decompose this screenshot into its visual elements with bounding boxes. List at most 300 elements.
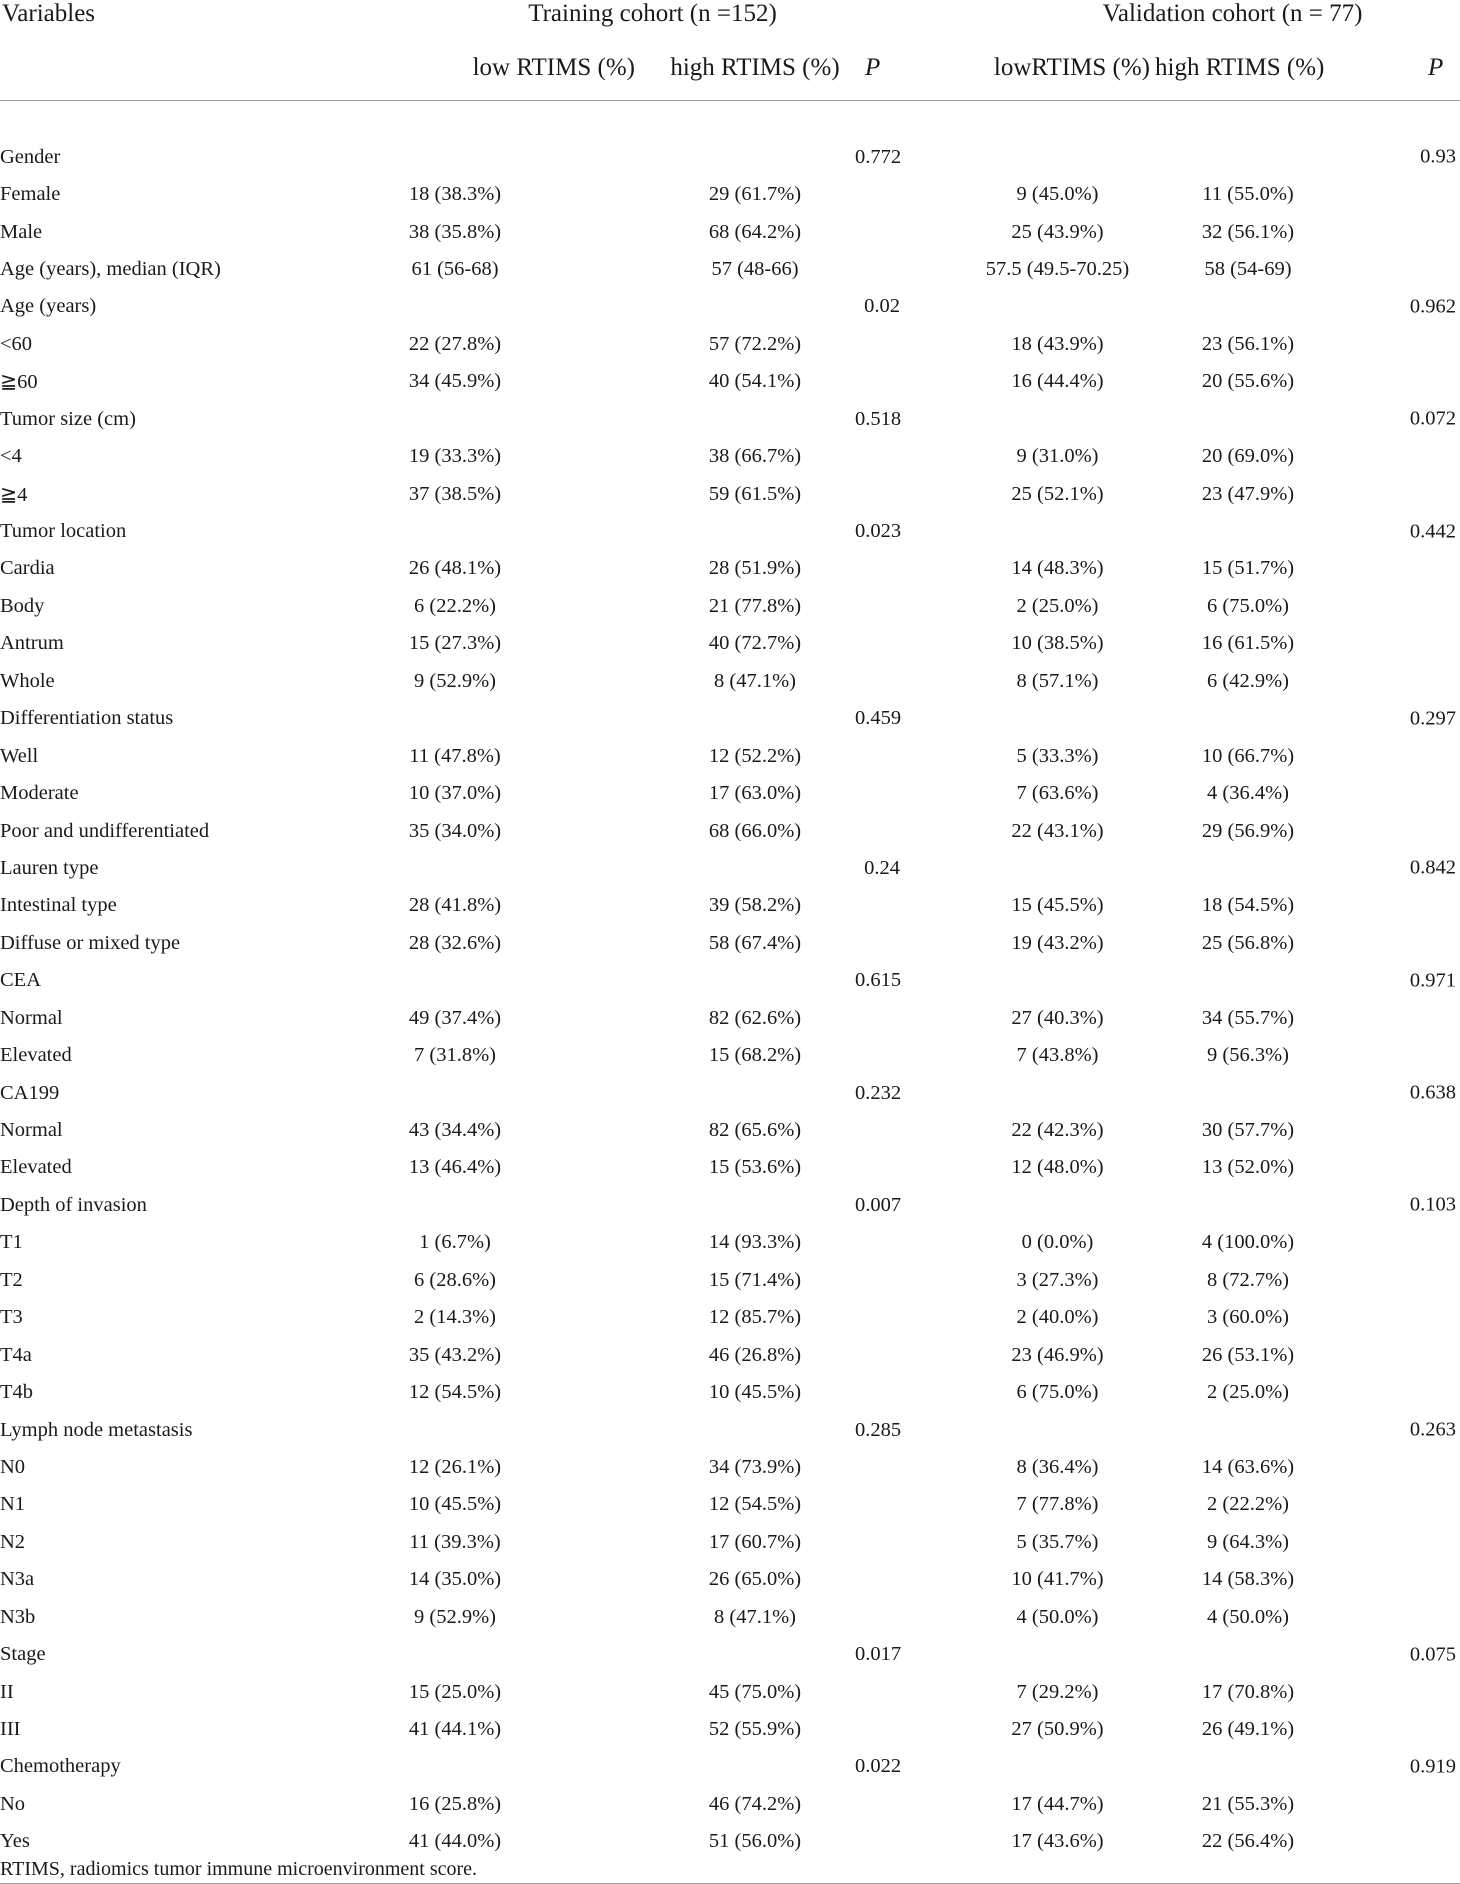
training-p-cell (855, 1336, 900, 1373)
validation-p-cell: 0.442 (1409, 520, 1457, 543)
table-row (0, 176, 1460, 213)
training-p-cell (855, 1711, 900, 1748)
table-row (0, 1037, 1460, 1074)
variable-label: Depth of invasion (0, 1193, 147, 1216)
validation-low-cell: 25 (43.9%) (1011, 220, 1104, 243)
training-high-cell (655, 1187, 855, 1224)
validation-low-cell: 27 (50.9%) (1011, 1718, 1104, 1741)
variable-label: III (0, 1718, 21, 1741)
training-low-cell: 11 (39.3%) (409, 1530, 501, 1553)
training-low-cell: 38 (35.8%) (408, 220, 502, 243)
validation-low-cell (900, 850, 1215, 887)
validation-low-cell (900, 401, 1215, 438)
validation-low-cell (900, 1636, 1215, 1673)
table-row (0, 812, 1460, 849)
validation-p-cell: 0.971 (1409, 969, 1457, 992)
header-row-columns (0, 36, 1460, 101)
training-high-cell: 15 (71.4%) (708, 1268, 802, 1291)
training-low-cell (255, 850, 655, 887)
validation-low-cell: 6 (75.0%) (1016, 1381, 1099, 1404)
validation-high-cell: 16 (61.5%) (1201, 632, 1295, 655)
training-high-cell: 21 (77.8%) (708, 594, 802, 617)
training-high-cell: 68 (64.2%) (708, 220, 802, 243)
variable-label: T2 (0, 1268, 23, 1291)
variable-label: Moderate (0, 782, 79, 805)
training-p-cell (855, 213, 900, 250)
validation-low-cell: 22 (42.3%) (1011, 1119, 1104, 1142)
training-low-cell: 13 (46.4%) (408, 1156, 502, 1179)
training-low-cell (255, 1074, 655, 1111)
validation-high-cell (1215, 513, 1460, 550)
validation-low-cell (900, 1748, 1215, 1785)
validation-high-cell: 32 (56.1%) (1201, 220, 1295, 243)
table-row (0, 1561, 1460, 1598)
variable-label: Age (years) (0, 295, 97, 318)
validation-p-header: P (1428, 54, 1444, 81)
training-p-cell (855, 663, 900, 700)
training-p-cell: 0.459 (855, 707, 902, 730)
validation-high-cell: 6 (42.9%) (1207, 669, 1289, 692)
training-p-cell (855, 1149, 900, 1186)
training-low-cell (255, 513, 655, 550)
validation-high-cell: 23 (56.1%) (1201, 332, 1295, 355)
table-row (0, 1673, 1460, 1710)
table-row (0, 251, 1460, 288)
training-high-cell (655, 850, 855, 887)
training-high-cell: 40 (72.7%) (708, 632, 802, 655)
validation-low-cell: 17 (44.7%) (1011, 1792, 1104, 1815)
variable-label: Well (0, 744, 39, 767)
table-row (0, 775, 1460, 812)
validation-high-cell: 14 (58.3%) (1201, 1568, 1295, 1591)
validation-high-cell: 13 (52.0%) (1201, 1156, 1295, 1179)
table-row (0, 1149, 1460, 1186)
validation-cohort-header: Validation cohort (n = 77) (1102, 0, 1363, 27)
variable-label: T1 (0, 1231, 23, 1254)
training-low-cell: 61 (56-68) (411, 257, 499, 280)
validation-low-cell: 8 (57.1%) (1016, 669, 1099, 692)
validation-low-cell (900, 962, 1215, 999)
training-p-cell: 0.24 (864, 856, 901, 879)
training-low-cell: 28 (41.8%) (408, 894, 502, 917)
training-high-cell: 26 (65.0%) (708, 1568, 802, 1591)
validation-low-cell (900, 1074, 1215, 1111)
validation-high-cell: 34 (55.7%) (1201, 1006, 1295, 1029)
validation-low-cell: 7 (43.8%) (1016, 1044, 1099, 1067)
validation-high-cell: 22 (56.4%) (1201, 1830, 1295, 1853)
training-p-cell (855, 1449, 900, 1486)
validation-low-cell: 9 (45.0%) (1016, 183, 1099, 206)
validation-low-cell: 27 (40.3%) (1011, 1006, 1104, 1029)
training-low-cell (255, 288, 655, 325)
validation-low-cell: 7 (77.8%) (1016, 1493, 1099, 1516)
variable-label: Tumor size (cm) (0, 407, 136, 430)
training-p-cell: 0.023 (855, 520, 902, 543)
validation-high-cell: 11 (55.0%) (1202, 183, 1294, 206)
variable-label: Intestinal type (0, 894, 117, 917)
training-low-header: low RTIMS (%) (255, 36, 655, 101)
training-p-cell (855, 1299, 900, 1336)
variable-label: Elevated (0, 1044, 72, 1067)
table-footnote: RTIMS, radiomics tumor immune microenvironment score. (0, 1858, 478, 1880)
training-p-cell (855, 812, 900, 849)
training-low-cell: 12 (54.5%) (408, 1381, 502, 1404)
training-low-cell: 10 (37.0%) (408, 782, 502, 805)
validation-high-cell: 15 (51.7%) (1201, 557, 1295, 580)
training-high-cell (655, 700, 855, 737)
training-p-cell: 0.007 (855, 1193, 902, 1216)
variable-label: ≧4 (0, 483, 28, 506)
validation-high-cell: 2 (22.2%) (1207, 1493, 1289, 1516)
training-high-cell (655, 1411, 855, 1448)
validation-high-cell: 2 (25.0%) (1207, 1381, 1289, 1404)
validation-high-cell: 58 (54-69) (1204, 257, 1292, 280)
table-row (0, 1299, 1460, 1336)
training-low-cell: 16 (25.8%) (408, 1792, 502, 1815)
training-p-cell (855, 251, 900, 288)
validation-high-cell: 20 (69.0%) (1201, 445, 1295, 468)
validation-low-cell: 10 (41.7%) (1011, 1568, 1104, 1591)
validation-high-cell: 21 (55.3%) (1201, 1792, 1295, 1815)
table-row (0, 138, 1460, 175)
variable-label: Lauren type (0, 856, 99, 879)
table-row (0, 326, 1460, 363)
table-row (0, 1748, 1460, 1785)
validation-low-cell (900, 513, 1215, 550)
table-row (0, 887, 1460, 924)
variable-label: Male (0, 220, 43, 243)
table-row (0, 663, 1460, 700)
training-high-cell: 8 (47.1%) (714, 669, 796, 692)
training-high-cell: 57 (72.2%) (708, 332, 802, 355)
table-row (0, 438, 1460, 475)
variable-label: Diffuse or mixed type (0, 931, 181, 954)
variable-label: No (0, 1792, 26, 1815)
validation-p-cell: 0.638 (1409, 1081, 1457, 1104)
training-low-cell (255, 138, 655, 175)
training-p-cell (855, 1000, 900, 1037)
training-low-cell: 9 (52.9%) (414, 1605, 496, 1628)
training-p-cell (855, 775, 900, 812)
variable-label: T3 (0, 1306, 23, 1329)
validation-high-cell: 4 (36.4%) (1207, 782, 1289, 805)
validation-high-cell (1215, 850, 1460, 887)
table-row (0, 1000, 1460, 1037)
validation-high-cell: 17 (70.8%) (1201, 1680, 1295, 1703)
training-high-cell (655, 138, 855, 175)
training-p-cell: 0.615 (855, 969, 902, 992)
training-low-cell (255, 1187, 655, 1224)
training-high-cell (655, 962, 855, 999)
table-row (0, 1187, 1460, 1224)
training-p-cell (855, 475, 900, 512)
validation-high-cell (1215, 1636, 1460, 1673)
training-p-header: P (855, 36, 900, 101)
validation-low-cell (900, 1187, 1215, 1224)
variable-label: II (0, 1680, 14, 1703)
training-p-cell: 0.232 (855, 1081, 902, 1104)
variable-label: Poor and undifferentiated (0, 819, 210, 842)
table-row (0, 1336, 1460, 1373)
table-row (0, 1524, 1460, 1561)
training-high-cell: 39 (58.2%) (708, 894, 802, 917)
validation-low-cell: 8 (36.4%) (1016, 1455, 1099, 1478)
training-high-cell: 34 (73.9%) (708, 1455, 802, 1478)
variable-label: N1 (0, 1493, 26, 1516)
validation-high-cell (1215, 138, 1460, 175)
validation-low-cell: 4 (50.0%) (1016, 1605, 1099, 1628)
training-high-cell (655, 401, 855, 438)
variable-label: CA199 (0, 1081, 60, 1104)
validation-high-cell: 26 (53.1%) (1201, 1343, 1295, 1366)
variable-label: Chemotherapy (0, 1755, 121, 1778)
variable-label: Antrum (0, 632, 64, 655)
table-row (0, 475, 1460, 512)
validation-high-header: high RTIMS (%) P (1155, 36, 1460, 101)
validation-high-cell: 29 (56.9%) (1201, 819, 1295, 842)
variable-label: CEA (0, 969, 41, 992)
training-high-cell: 82 (65.6%) (708, 1119, 802, 1142)
variable-label: Body (0, 594, 45, 617)
training-p-cell (855, 1037, 900, 1074)
validation-low-cell (900, 1411, 1215, 1448)
training-low-cell: 34 (45.9%) (408, 370, 502, 393)
validation-low-cell: 17 (43.6%) (1011, 1830, 1104, 1853)
table-row (0, 737, 1460, 774)
training-p-cell (855, 887, 900, 924)
variable-label: Whole (0, 669, 55, 692)
validation-low-cell: 18 (43.9%) (1011, 332, 1104, 355)
validation-low-cell: 9 (31.0%) (1016, 445, 1099, 468)
training-p-cell (855, 925, 900, 962)
variable-label: Normal (0, 1006, 63, 1029)
table-row (0, 1599, 1460, 1636)
training-low-cell (255, 1748, 655, 1785)
variable-label: Differentiation status (0, 707, 174, 730)
validation-low-cell: 16 (44.4%) (1011, 370, 1104, 393)
training-high-cell: 59 (61.5%) (708, 482, 802, 505)
table-row (0, 288, 1460, 325)
table-row (0, 700, 1460, 737)
training-p-cell (855, 1823, 900, 1860)
validation-low-cell: 19 (43.2%) (1011, 931, 1104, 954)
training-p-cell: 0.022 (855, 1755, 902, 1778)
validation-low-cell: 3 (27.3%) (1016, 1268, 1099, 1291)
training-low-cell: 22 (27.8%) (408, 332, 502, 355)
variable-label: N0 (0, 1455, 26, 1478)
training-high-cell: 68 (66.0%) (708, 819, 802, 842)
validation-high-cell (1215, 700, 1460, 737)
table-row (0, 962, 1460, 999)
variable-label: Normal (0, 1119, 63, 1142)
table-row (0, 1449, 1460, 1486)
training-p-cell (855, 1599, 900, 1636)
training-high-cell: 28 (51.9%) (708, 557, 802, 580)
training-high-header: high RTIMS (%) (655, 36, 855, 101)
training-low-cell: 15 (25.0%) (408, 1680, 502, 1703)
training-high-cell (655, 288, 855, 325)
table-row (0, 513, 1460, 550)
variable-label: <60 (0, 332, 33, 355)
validation-low-cell: 5 (35.7%) (1016, 1530, 1099, 1553)
training-low-cell: 7 (31.8%) (414, 1044, 496, 1067)
table-body (0, 101, 1460, 1884)
validation-high-cell: 3 (60.0%) (1207, 1306, 1289, 1329)
table-row (0, 213, 1460, 250)
training-low-cell: 26 (48.1%) (408, 557, 502, 580)
training-low-cell: 10 (45.5%) (408, 1493, 502, 1516)
validation-high-cell (1215, 1411, 1460, 1448)
training-high-cell: 17 (60.7%) (708, 1530, 802, 1553)
variable-label: Gender (0, 145, 61, 168)
variable-label: Elevated (0, 1156, 72, 1179)
training-p-cell (855, 550, 900, 587)
training-high-cell: 46 (74.2%) (708, 1792, 802, 1815)
training-low-cell (255, 962, 655, 999)
table-row (0, 1711, 1460, 1748)
variable-label: Lymph node metastasis (0, 1418, 193, 1441)
training-high-cell: 58 (67.4%) (708, 931, 802, 954)
variable-label: <4 (0, 445, 22, 468)
training-low-cell (255, 1636, 655, 1673)
validation-p-cell: 0.072 (1409, 407, 1457, 430)
validation-high-cell: 25 (56.8%) (1201, 931, 1295, 954)
validation-high-cell: 26 (49.1%) (1201, 1718, 1295, 1741)
training-low-cell: 15 (27.3%) (408, 632, 502, 655)
validation-low-cell: 15 (45.5%) (1011, 894, 1104, 917)
validation-p-cell: 0.962 (1409, 295, 1457, 318)
training-low-cell: 37 (38.5%) (408, 482, 502, 505)
training-high-cell: 82 (62.6%) (708, 1006, 802, 1029)
validation-high-cell: 20 (55.6%) (1201, 370, 1295, 393)
validation-p-cell: 0.075 (1409, 1643, 1457, 1666)
training-high-cell: 38 (66.7%) (708, 445, 802, 468)
training-low-cell: 18 (38.3%) (408, 183, 502, 206)
training-p-cell: 0.518 (855, 407, 902, 430)
validation-low-cell: 2 (40.0%) (1016, 1306, 1099, 1329)
training-p-cell (855, 1374, 900, 1411)
validation-p-cell: 0.93 (1420, 145, 1457, 168)
validation-p-cell: 0.263 (1409, 1418, 1457, 1441)
training-high-cell (655, 513, 855, 550)
table-row (0, 1486, 1460, 1523)
validation-high-cell: 4 (50.0%) (1207, 1605, 1289, 1628)
training-high-cell: 15 (53.6%) (708, 1156, 802, 1179)
validation-high-cell: 18 (54.5%) (1201, 894, 1295, 917)
training-high-cell: 17 (63.0%) (708, 782, 802, 805)
training-low-cell: 11 (47.8%) (409, 744, 501, 767)
validation-low-header: lowRTIMS (%) (900, 36, 1155, 101)
validation-high-cell: 23 (47.9%) (1201, 482, 1295, 505)
validation-low-cell: 23 (46.9%) (1011, 1343, 1104, 1366)
training-high-cell: 40 (54.1%) (708, 370, 802, 393)
variables-header: Variables (2, 0, 96, 27)
validation-low-cell: 25 (52.1%) (1011, 482, 1104, 505)
training-p-cell: 0.772 (855, 145, 902, 168)
training-p-cell: 0.017 (855, 1643, 902, 1666)
validation-low-cell: 0 (0.0%) (1021, 1231, 1094, 1254)
table-row (0, 401, 1460, 438)
training-p-cell (855, 1224, 900, 1261)
training-p-cell (855, 1112, 900, 1149)
validation-low-cell: 7 (63.6%) (1016, 782, 1099, 805)
training-high-cell: 8 (47.1%) (714, 1605, 796, 1628)
training-high-cell: 57 (48-66) (711, 257, 799, 280)
training-low-cell: 49 (37.4%) (408, 1006, 502, 1029)
training-low-cell: 6 (22.2%) (414, 594, 496, 617)
validation-p-cell: 0.842 (1409, 856, 1457, 879)
variable-label: N3b (0, 1605, 36, 1628)
training-p-cell (855, 176, 900, 213)
training-p-cell (855, 326, 900, 363)
table-row (0, 1262, 1460, 1299)
training-high-cell: 15 (68.2%) (708, 1044, 802, 1067)
validation-low-cell: 7 (29.2%) (1016, 1680, 1099, 1703)
validation-high-cell: 4 (100.0%) (1201, 1231, 1295, 1254)
training-low-cell: 9 (52.9%) (414, 669, 496, 692)
variable-label: N2 (0, 1530, 26, 1553)
variable-label: Stage (0, 1643, 46, 1666)
training-low-cell: 43 (34.4%) (408, 1119, 502, 1142)
training-p-cell (855, 1561, 900, 1598)
validation-low-cell: 22 (43.1%) (1011, 819, 1104, 842)
validation-high-cell: 9 (64.3%) (1207, 1530, 1289, 1553)
training-high-cell (655, 1748, 855, 1785)
variable-label: Female (0, 183, 61, 206)
training-high-cell (655, 1636, 855, 1673)
training-p-cell (855, 363, 900, 400)
validation-low-cell (900, 700, 1215, 737)
training-low-cell: 35 (34.0%) (408, 819, 502, 842)
table-row (0, 1224, 1460, 1261)
validation-p-cell: 0.919 (1409, 1755, 1457, 1778)
variable-label: Tumor location (0, 520, 127, 543)
training-high-cell: 14 (93.3%) (708, 1231, 802, 1254)
training-low-cell (255, 401, 655, 438)
training-low-cell: 41 (44.0%) (408, 1830, 502, 1853)
training-p-cell (855, 1262, 900, 1299)
training-low-cell: 28 (32.6%) (408, 931, 502, 954)
validation-low-cell: 57.5 (49.5-70.25) (985, 257, 1130, 280)
training-p-cell (855, 625, 900, 662)
validation-low-cell: 12 (48.0%) (1011, 1156, 1104, 1179)
validation-high-cell (1215, 401, 1460, 438)
training-high-cell: 12 (54.5%) (708, 1493, 802, 1516)
training-cohort-header: Training cohort (n =152) (528, 0, 777, 27)
training-low-cell: 19 (33.3%) (408, 445, 502, 468)
validation-low-cell (900, 288, 1215, 325)
training-high-cell: 51 (56.0%) (708, 1830, 802, 1853)
table-row (0, 1112, 1460, 1149)
header-row-groups (0, 0, 1460, 36)
table-row (0, 1411, 1460, 1448)
training-high-cell: 10 (45.5%) (708, 1381, 802, 1404)
validation-high-cell: 14 (63.6%) (1201, 1455, 1295, 1478)
variable-label: N3a (0, 1568, 35, 1591)
training-low-cell (255, 1411, 655, 1448)
validation-low-cell: 5 (33.3%) (1016, 744, 1099, 767)
validation-high-cell: 30 (57.7%) (1201, 1119, 1295, 1142)
validation-high-cell: 8 (72.7%) (1207, 1268, 1289, 1291)
training-low-cell: 2 (14.3%) (414, 1306, 496, 1329)
training-low-cell: 35 (43.2%) (408, 1343, 502, 1366)
variable-label: ≧60 (0, 371, 38, 394)
table-row (0, 363, 1460, 400)
validation-p-cell: 0.103 (1409, 1193, 1457, 1216)
validation-high-cell: 6 (75.0%) (1207, 594, 1289, 617)
training-low-cell: 12 (26.1%) (408, 1455, 502, 1478)
validation-high-cell (1215, 1187, 1460, 1224)
